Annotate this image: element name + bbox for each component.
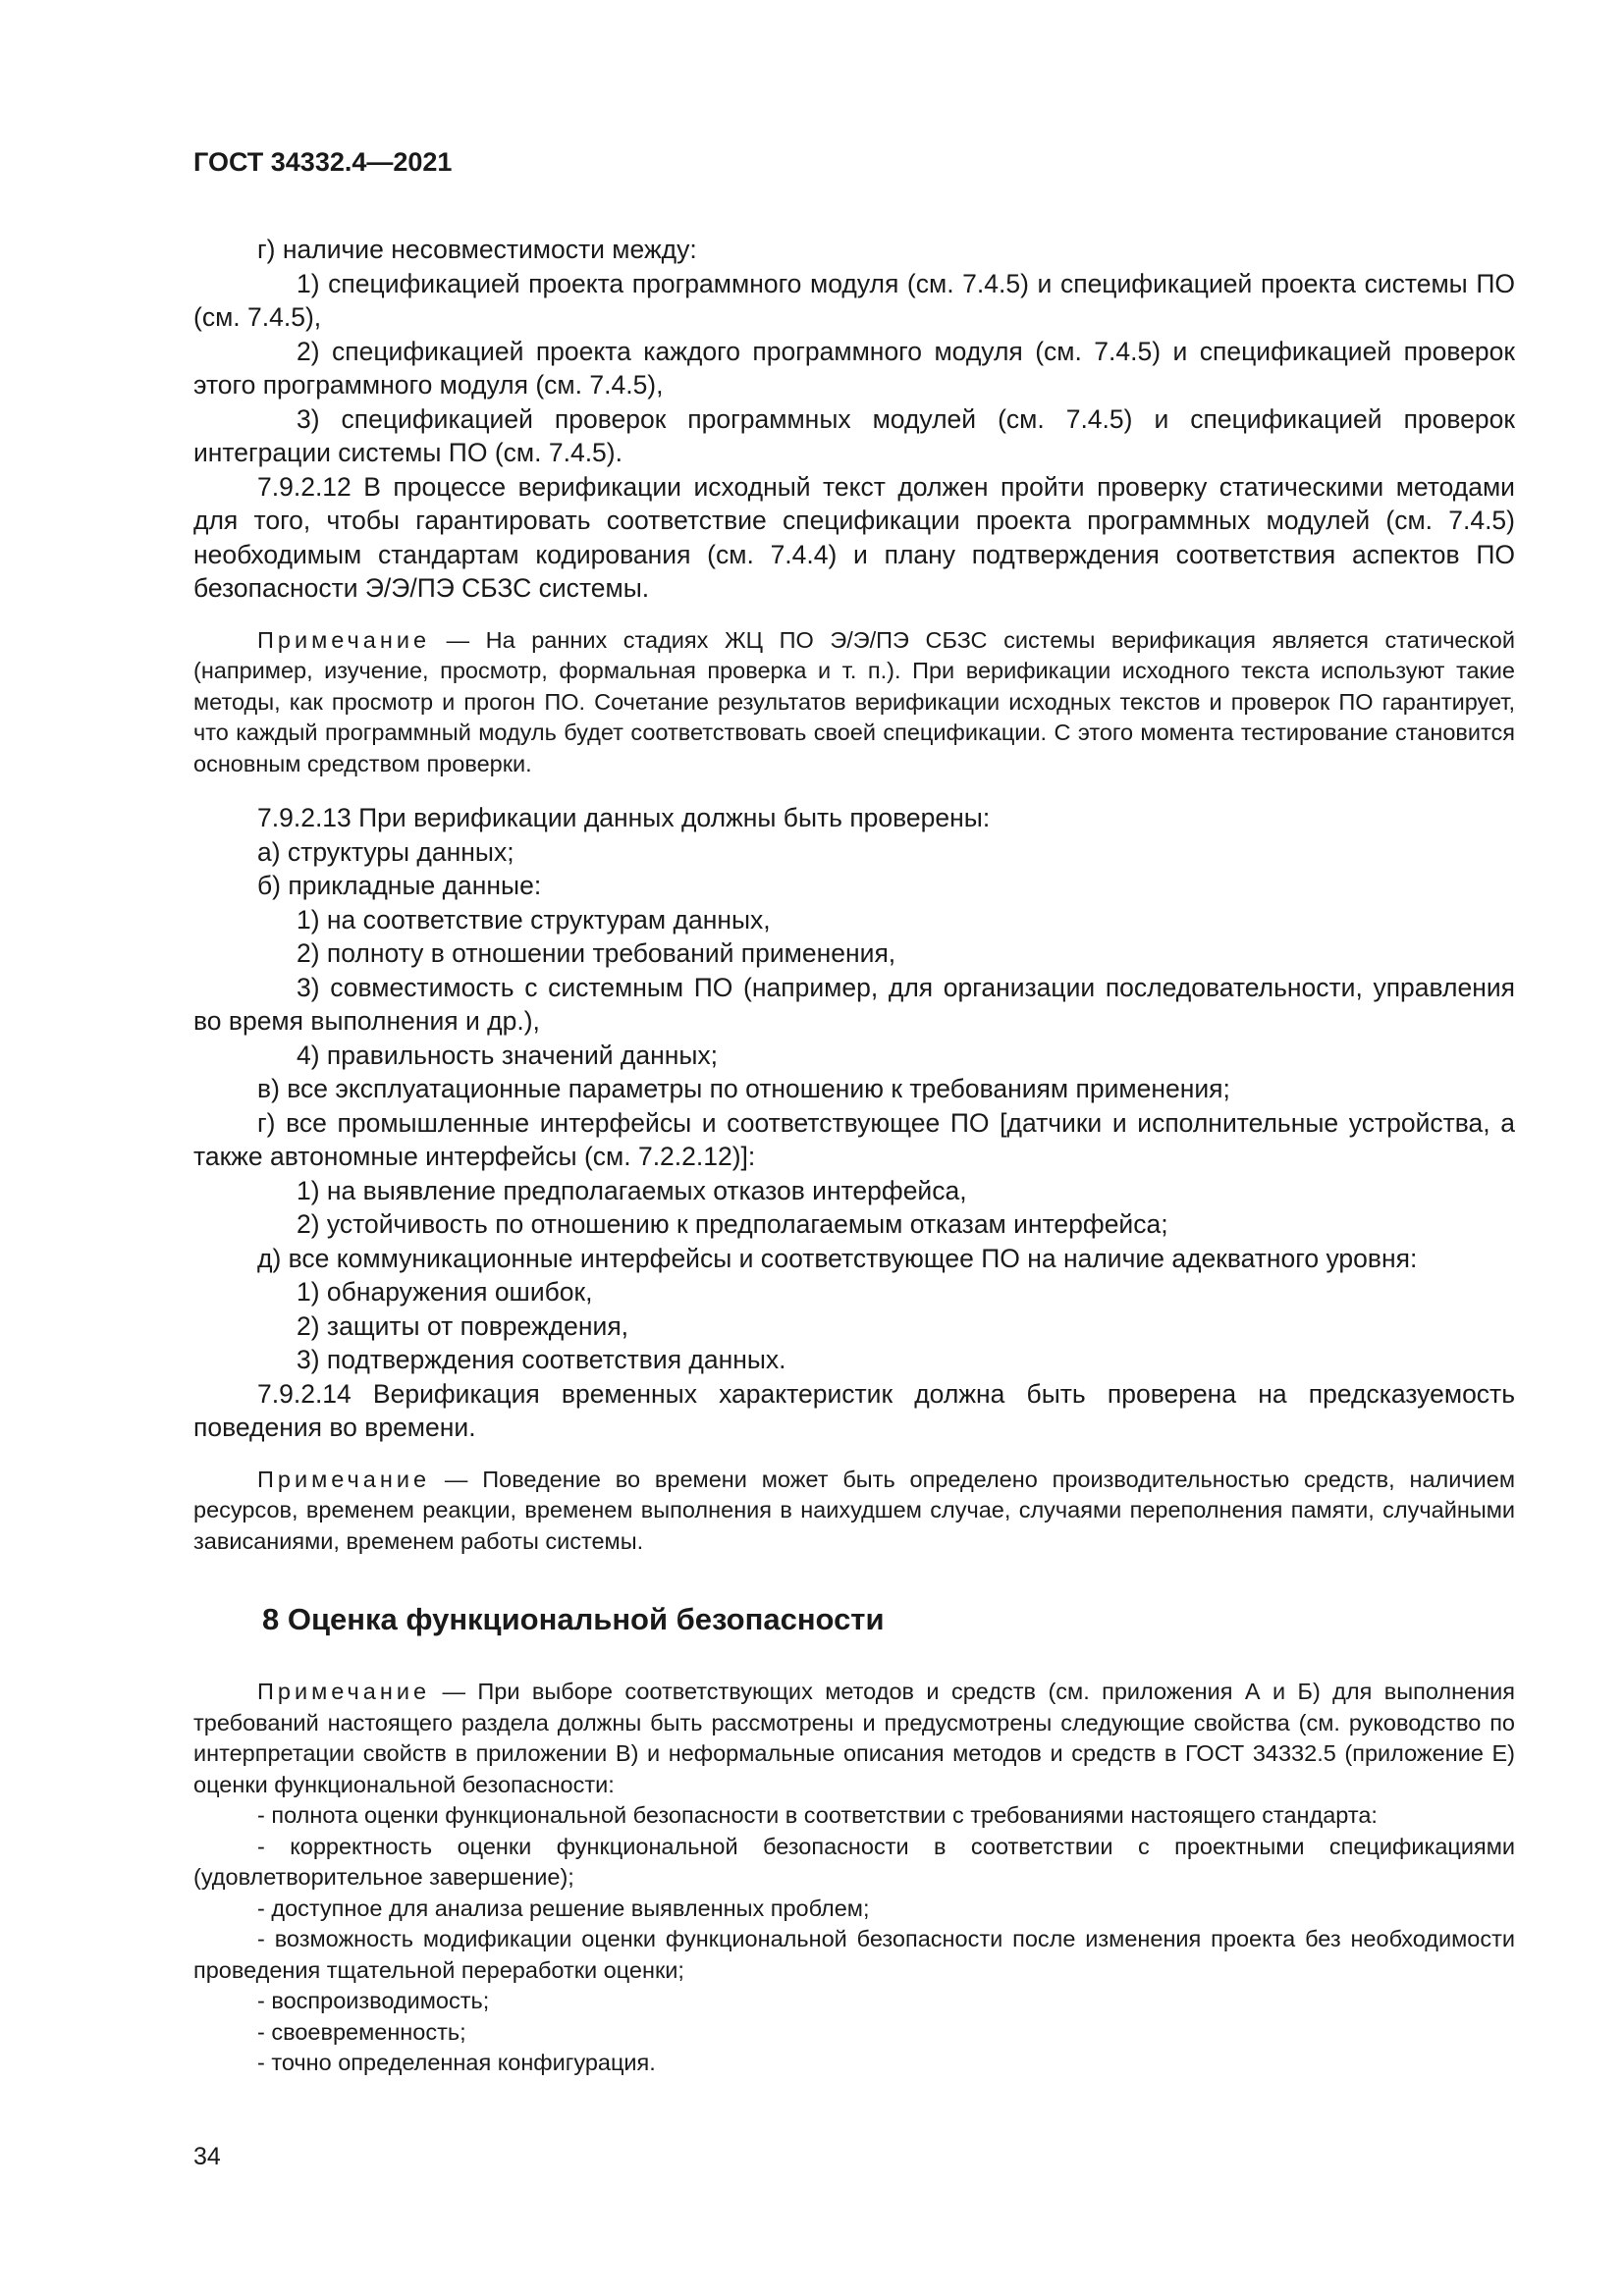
page-number: 34: [193, 2143, 221, 2170]
document-header: ГОСТ 34332.4—2021: [193, 147, 453, 177]
list-subitem: 2) спецификацией проекта каждого программного модуля (см. 7.4.5) и спецификацией проверок этого программного модуля (см. 7.4.5),: [193, 336, 1515, 400]
list-item-a: а) структуры данных;: [257, 836, 514, 867]
note-2: [193, 1465, 1515, 1558]
list-subitem: 1) на выявление предполагаемых отказов интерфейса,: [297, 1175, 967, 1205]
section-8-heading: 8 Оценка функциональной безопасности: [262, 1602, 885, 1636]
clause-7-9-2-12: 7.9.2.12 В процессе верификации исходный текст должен пройти проверку статическими методами для того, чтобы гарантировать соответствие спецификации проекта программных модулей (см. 7.4.5) необходимым стандартам кодирования (см. 7.4.4) и плану подтверждения соответствия аспектов ПО безопасности Э/Э/ПЭ СБЗС системы.: [193, 471, 1515, 603]
list-subitem: 1) на соответствие структурам данных,: [297, 904, 771, 934]
list-item-v: в) все эксплуатационные параметры по отношению к требованиям применения;: [257, 1074, 1230, 1103]
note-1: [193, 625, 1515, 780]
list-item-g: г) наличие несовместимости между:: [257, 235, 697, 264]
list-item-d: д) все коммуникационные интерфейсы и соответствующее ПО на наличие адекватного уровня:: [257, 1243, 1418, 1273]
note-text: — При выборе соответствующих методов и средств (см. приложения А и Б) для выполнения требований настоящего раздела должны быть рассмотрены и предусмотрены следующие свойства (см. руководство по интерпретации свойств в приложении В) и неформальные описания методов и средств в ГОСТ 34332.5 (приложение Е) оценки функциональной безопасности:: [193, 1679, 1515, 1797]
note-list-item: - точно определенная конфигурация.: [257, 2050, 656, 2075]
list-subitem: 3) спецификацией проверок программных модулей (см. 7.4.5) и спецификацией проверок интеграции системы ПО (см. 7.4.5).: [193, 403, 1515, 467]
note-list-item: - доступное для анализа решение выявленных проблем;: [257, 1895, 870, 1921]
list-item-g2: г) все промышленные интерфейсы и соответствующее ПО [датчики и исполнительные устройства, а также автономные интерфейсы (см. 7.2.2.12)]:: [193, 1107, 1515, 1171]
note-label: Примечание: [257, 1466, 431, 1492]
list-subitem: 4) правильность значений данных;: [297, 1040, 719, 1070]
note-text: — Поведение во времени может быть определено производительностью средств, наличием ресурсов, временем реакции, временем выполнения в наихудшем случае, случаями переполнения памяти, случайными зависаниями, временем работы системы.: [193, 1466, 1515, 1554]
list-subitem: 2) устойчивость по отношению к предполагаемым отказам интерфейса;: [297, 1209, 1168, 1239]
list-subitem: 3) совместимость с системным ПО (например, для организации последовательности, управления во время выполнения и др.),: [193, 972, 1515, 1036]
document-page: [193, 147, 1515, 2079]
list-subitem: 2) полноту в отношении требований применения,: [297, 938, 896, 968]
note-list-item: - своевременность;: [257, 2018, 466, 2045]
note-list-item: - корректность оценки функциональной безопасности в соответствии с проектными спецификациями (удовлетворительное завершение);: [193, 1833, 1515, 1890]
note-list-item: - возможность модификации оценки функциональной безопасности после изменения проекта без необходимости проведения тщательной переработки оценки;: [193, 1926, 1515, 1983]
note-text: — На ранних стадиях ЖЦ ПО Э/Э/ПЭ СБЗС системы верификация является статической (например, изучение, просмотр, формальная проверка и т. п.). При верификации исходного текста используют такие методы, как просмотр и прогон ПО. Сочетание результатов верификации исходных текстов и проверок ПО гарантирует, что каждый программный модуль будет соответствовать своей спецификации. С этого момента тестирование становится основным средством проверки.: [193, 626, 1515, 776]
note-label: Примечание: [257, 626, 431, 653]
list-item-b: б) прикладные данные:: [257, 871, 542, 900]
note-3: [193, 1677, 1515, 1800]
list-subitem: 1) обнаружения ошибок,: [297, 1277, 593, 1307]
note-list-item: - полнота оценки функциональной безопасности в соответствии с требованиями настоящего стандарта:: [257, 1802, 1378, 1828]
list-subitem: 1) спецификацией проекта программного модуля (см. 7.4.5) и спецификацией проекта системы ПО (см. 7.4.5),: [193, 268, 1515, 332]
clause-7-9-2-13: 7.9.2.13 При верификации данных должны быть проверены:: [257, 803, 991, 832]
list-subitem: 3) подтверждения соответствия данных.: [297, 1345, 786, 1374]
clause-7-9-2-14: 7.9.2.14 Верификация временных характеристик должна быть проверена на предсказуемость поведения во времени.: [193, 1378, 1515, 1442]
note-list-item: - воспроизводимость;: [257, 1988, 490, 2013]
note-label: Примечание: [257, 1679, 431, 1704]
list-subitem: 2) защиты от повреждения,: [297, 1310, 629, 1341]
